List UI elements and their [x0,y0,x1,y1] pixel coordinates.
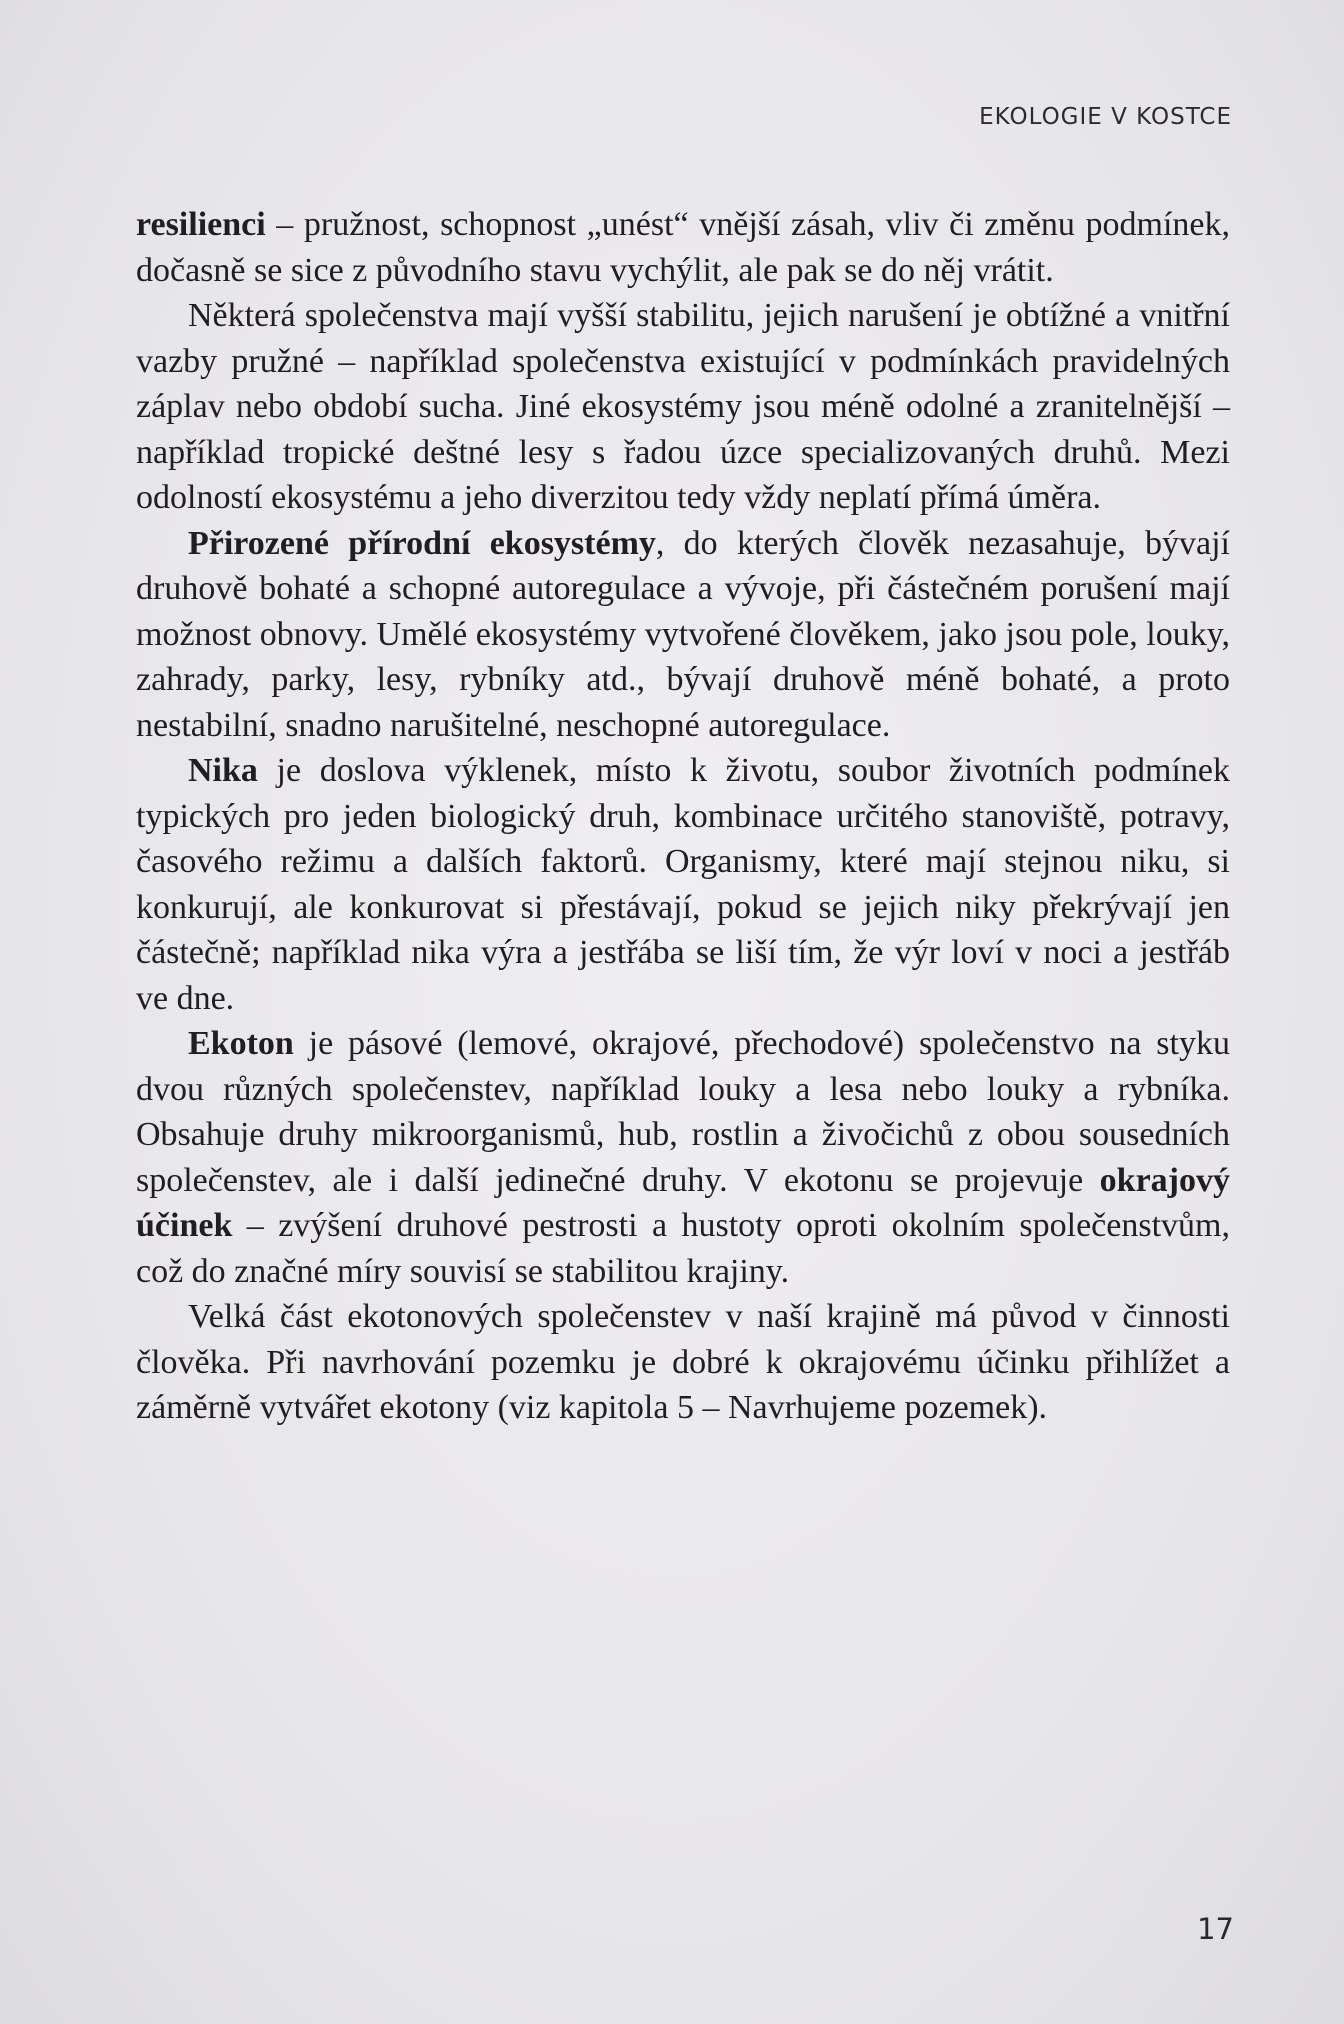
term-natural-ecosystems: Přirozené přírodní ekosystémy [188,524,656,562]
paragraph-ecotone [136,1021,1230,1294]
term-ecotone: Ekoton [188,1025,294,1062]
paragraph-text: , do kterých člověk nezasahuje, bývají druhově bohaté a schopné autoregulace a vývoje, při částečném porušení mají možnost obnovy. Umělé ekosystémy vytvořené člověkem, jako jsou pole, louky, zahrady, parky, lesy, rybníky atd., bývají druhově méně bohaté, a proto nestabilní, snadno narušitelné, neschopné autoregulace. [136,524,1230,744]
term-resilience: resilienci [136,206,266,243]
paragraph-resilience [136,202,1230,293]
paragraph-niche [136,748,1230,1021]
paragraph-ecotone-origin [136,1294,1230,1431]
paragraph-text: je pásové (lemové, okrajové, přechodové) společenstvo na styku dvou různých společenstev, například louky a lesa nebo louky a rybníka. Obsahuje druhy mikroorganismů, hub, rostlin a živočichů z obou sousedních společenstev, ale i další jedinečné druhy. V ekotonu se projevuje [136,1025,1230,1199]
paragraph-stability [136,293,1230,521]
term-niche: Nika [188,752,258,789]
paragraph-text: Některá společenstva mají vyšší stabilitu, jejich narušení je obtížné a vnitřní vazby pružné – například společenstva existující v podmínkách pravidelných záplav nebo období sucha. Jiné ekosystémy jsou méně odolné a zranitelnější – například tropické deštné lesy s řadou úzce specializovaných druhů. Mezi odolností ekosystému a jeho diverzitou tedy vždy neplatí přímá úměra. [136,297,1230,516]
paragraph-text: – zvýšení druhové pestrosti a hustoty oproti okolním společenstvům, což do značné míry souvisí se stabilitou krajiny. [136,1207,1230,1290]
paragraph-natural-ecosystems [136,521,1230,749]
page-number: 17 [1197,1912,1234,1946]
paragraph-text: – pružnost, schopnost „unést“ vnější zásah, vliv či změnu podmínek, dočasně se sice z původního stavu vychýlit, ale pak se do něj vrátit. [136,206,1230,289]
paragraph-text: Velká část ekotonových společenstev v naší krajině má původ v činnosti člověka. Při navrhování pozemku je dobré k okrajovému účinku přihlížet a záměrně vytvářet ekotony (viz kapitola 5 – Navrhujeme pozemek). [136,1298,1230,1426]
paragraph-text: je doslova výklenek, místo k životu, soubor životních podmínek typických pro jeden biologický druh, kombinace určitého stanoviště, potravy, časového režimu a dalších faktorů. Organismy, které mají stejnou niku, si konkurují, ale konkurovat si přestávají, pokud se jejich niky překrývají jen částečně; například nika výra a jestřába se liší tím, že výr loví v noci a jestřáb ve dne. [136,752,1230,1017]
term-edge-effect: okrajový účinek [136,1161,1230,1244]
body-text [136,202,1230,1431]
running-head: EKOLOGIE V KOSTCE [979,104,1232,130]
